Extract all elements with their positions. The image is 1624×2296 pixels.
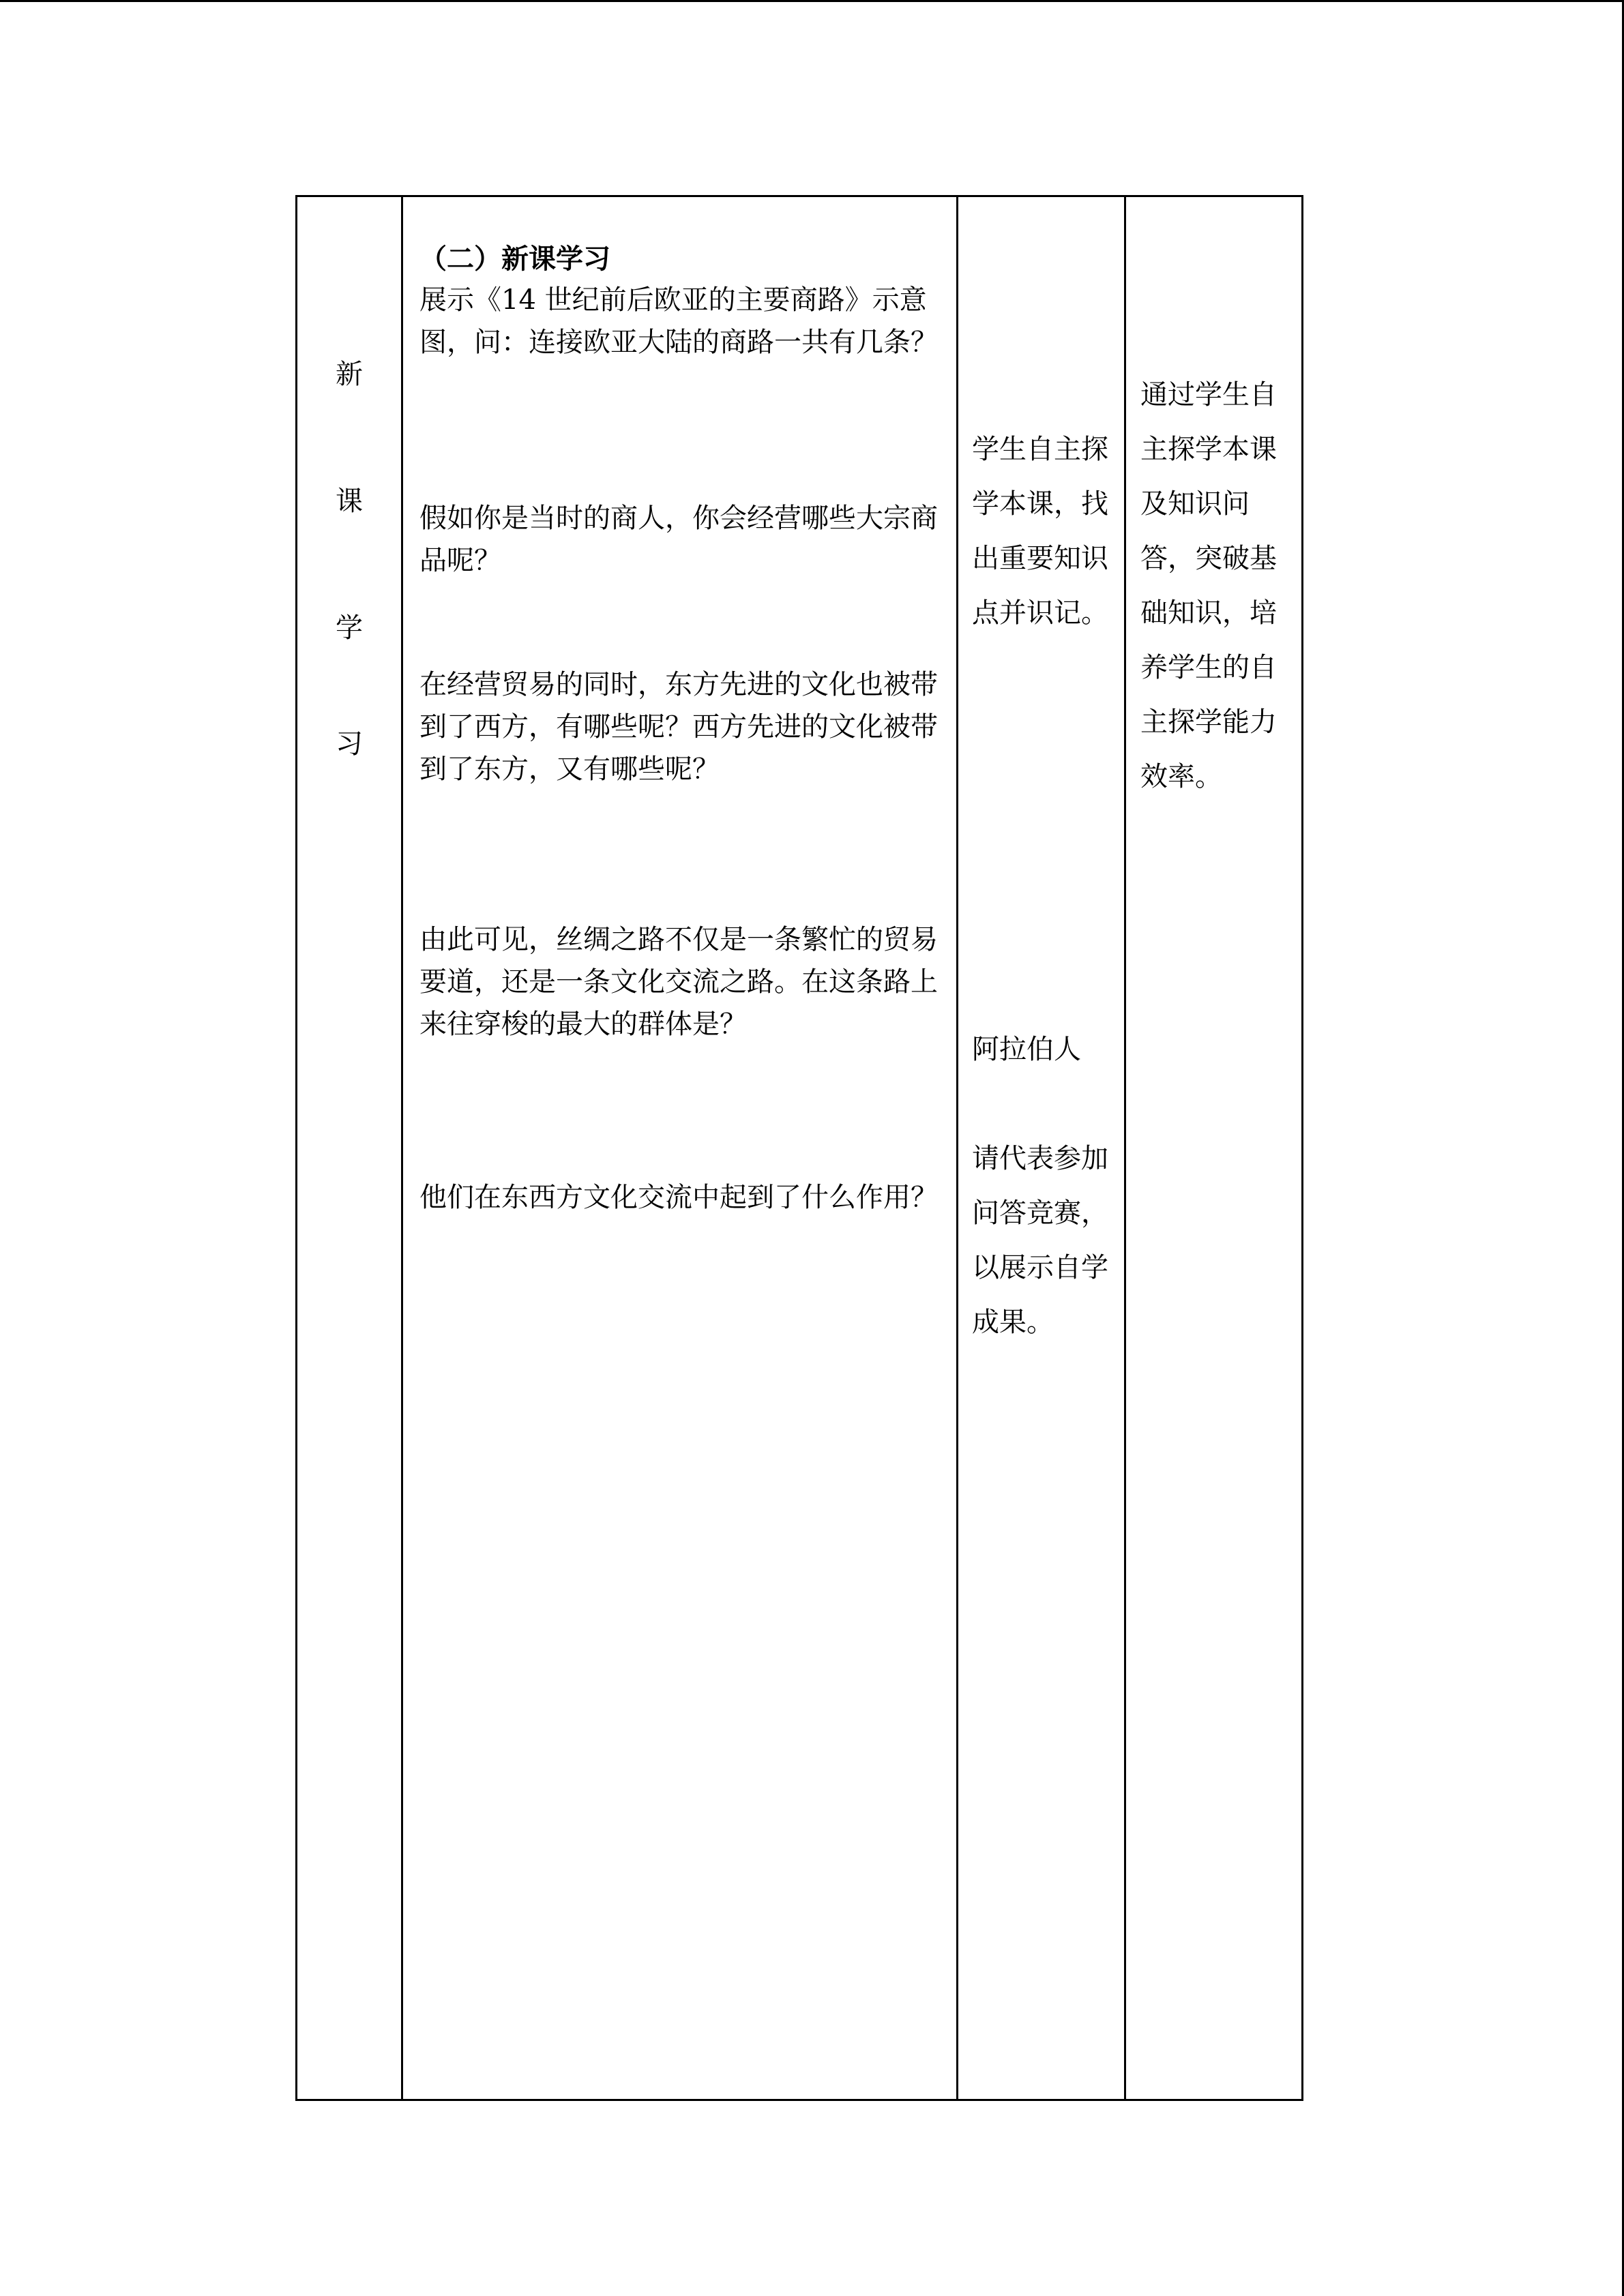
lesson-plan-table bbox=[295, 195, 1303, 2101]
question-trade-routes: 展示《14 世纪前后欧亚的主要商路》示意图，问：连接欧亚大陆的商路一共有几条？ bbox=[419, 284, 938, 358]
section-label-column bbox=[297, 197, 403, 2099]
page-top-border bbox=[0, 0, 1624, 2]
section-label-char: 学 bbox=[336, 612, 363, 644]
student-activity-column bbox=[958, 197, 1126, 2099]
section-label-char: 课 bbox=[336, 486, 363, 517]
student-self-study: 学生自主探学本课，找出重要知识点并识记。 bbox=[972, 434, 1108, 629]
section-heading: （二）新课学习 bbox=[419, 243, 610, 275]
question-role-in-exchange: 他们在东西方文化交流中起到了什么作用？ bbox=[419, 1182, 938, 1213]
student-answer: 阿拉伯人 bbox=[972, 1034, 1081, 1065]
design-intent-text: 通过学生自主探学本课及知识问答，突破基础知识，培养学生的自主探学能力效率。 bbox=[1140, 379, 1277, 792]
question-merchant-goods: 假如你是当时的商人，你会经营哪些大宗商品呢？ bbox=[419, 503, 938, 576]
design-intent-column bbox=[1126, 197, 1301, 2099]
student-quiz: 请代表参加问答竞赛，以展示自学成果。 bbox=[972, 1143, 1108, 1338]
question-largest-group: 由此可见，丝绸之路不仅是一条繁忙的贸易要道，还是一条文化交流之路。在这条路上来往穿梭的最大的群体是？ bbox=[419, 924, 938, 1040]
question-cultural-exchange: 在经营贸易的同时，东方先进的文化也被带到了西方，有哪些呢？西方先进的文化被带到了东方，又有哪些呢？ bbox=[419, 669, 938, 785]
section-label-char: 习 bbox=[336, 728, 363, 760]
teacher-activity-column bbox=[403, 197, 958, 2099]
section-label-char: 新 bbox=[336, 359, 363, 390]
